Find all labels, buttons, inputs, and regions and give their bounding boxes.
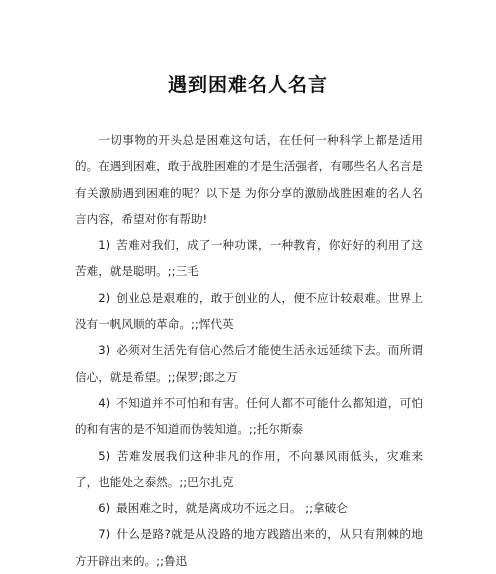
quote-text: 最困难之时，就是离成功不远之日。 ;;拿破仑 [116, 501, 348, 516]
quote-number: 3) [98, 343, 111, 358]
quote-number: 7) [98, 527, 111, 542]
quote-text: 苦难发展我们这种非凡的作用，不向暴风雨低头，灾难来了，也能处之泰然。;;巴尔扎克 [75, 448, 423, 489]
quote-paragraph [75, 285, 423, 338]
quote-text: 必须对生活先有信心然后才能使生活永远延续下去。而所谓信心，就是希望。;;保罗;郎之万 [75, 343, 423, 384]
quote-paragraph [75, 521, 423, 574]
quote-paragraph [75, 337, 423, 390]
document-title: 遇到困难名人名言 [167, 74, 328, 96]
quote-text: 苦难对我们，成了一种功课，一种教育，你好好的利用了这苦难，就是聪明。;;三毛 [75, 238, 423, 279]
quote-number: 1) [98, 238, 111, 253]
quote-text: 创业总是艰难的，敢于创业的人，便不应计较艰难。世界上没有一帆风顺的革命。;;恽代英 [75, 290, 423, 332]
document-body [75, 127, 423, 574]
quote-number: 2) [98, 290, 111, 305]
quote-text: 不知道并不可怕和有害。任何人都不可能什么都知道，可怕的和有害的是不知道而伪装知道。;;托尔斯泰 [75, 395, 423, 437]
quote-paragraph [75, 495, 423, 521]
quote-number: 4) [98, 395, 111, 410]
quote-paragraph [75, 232, 423, 285]
intro-paragraph: 一切事物的开头总是困难这句话，在任何一种科学上都是适用的。在遇到困难，敢于战胜困难的才是生活强者，有哪些名人名言是有关激励遇到困难的呢？以下是 为你分享的激励战胜困难的名人名言内容，希望对你有帮助! [75, 133, 423, 226]
quote-number: 6) [98, 501, 111, 516]
quote-paragraph [75, 390, 423, 443]
quote-paragraph [75, 443, 423, 496]
quote-number: 5) [98, 448, 111, 463]
quote-text: 什么是路?就是从没路的地方践踏出来的，从只有荆棘的地方开辟出来的。;;鲁迅 [75, 527, 423, 568]
